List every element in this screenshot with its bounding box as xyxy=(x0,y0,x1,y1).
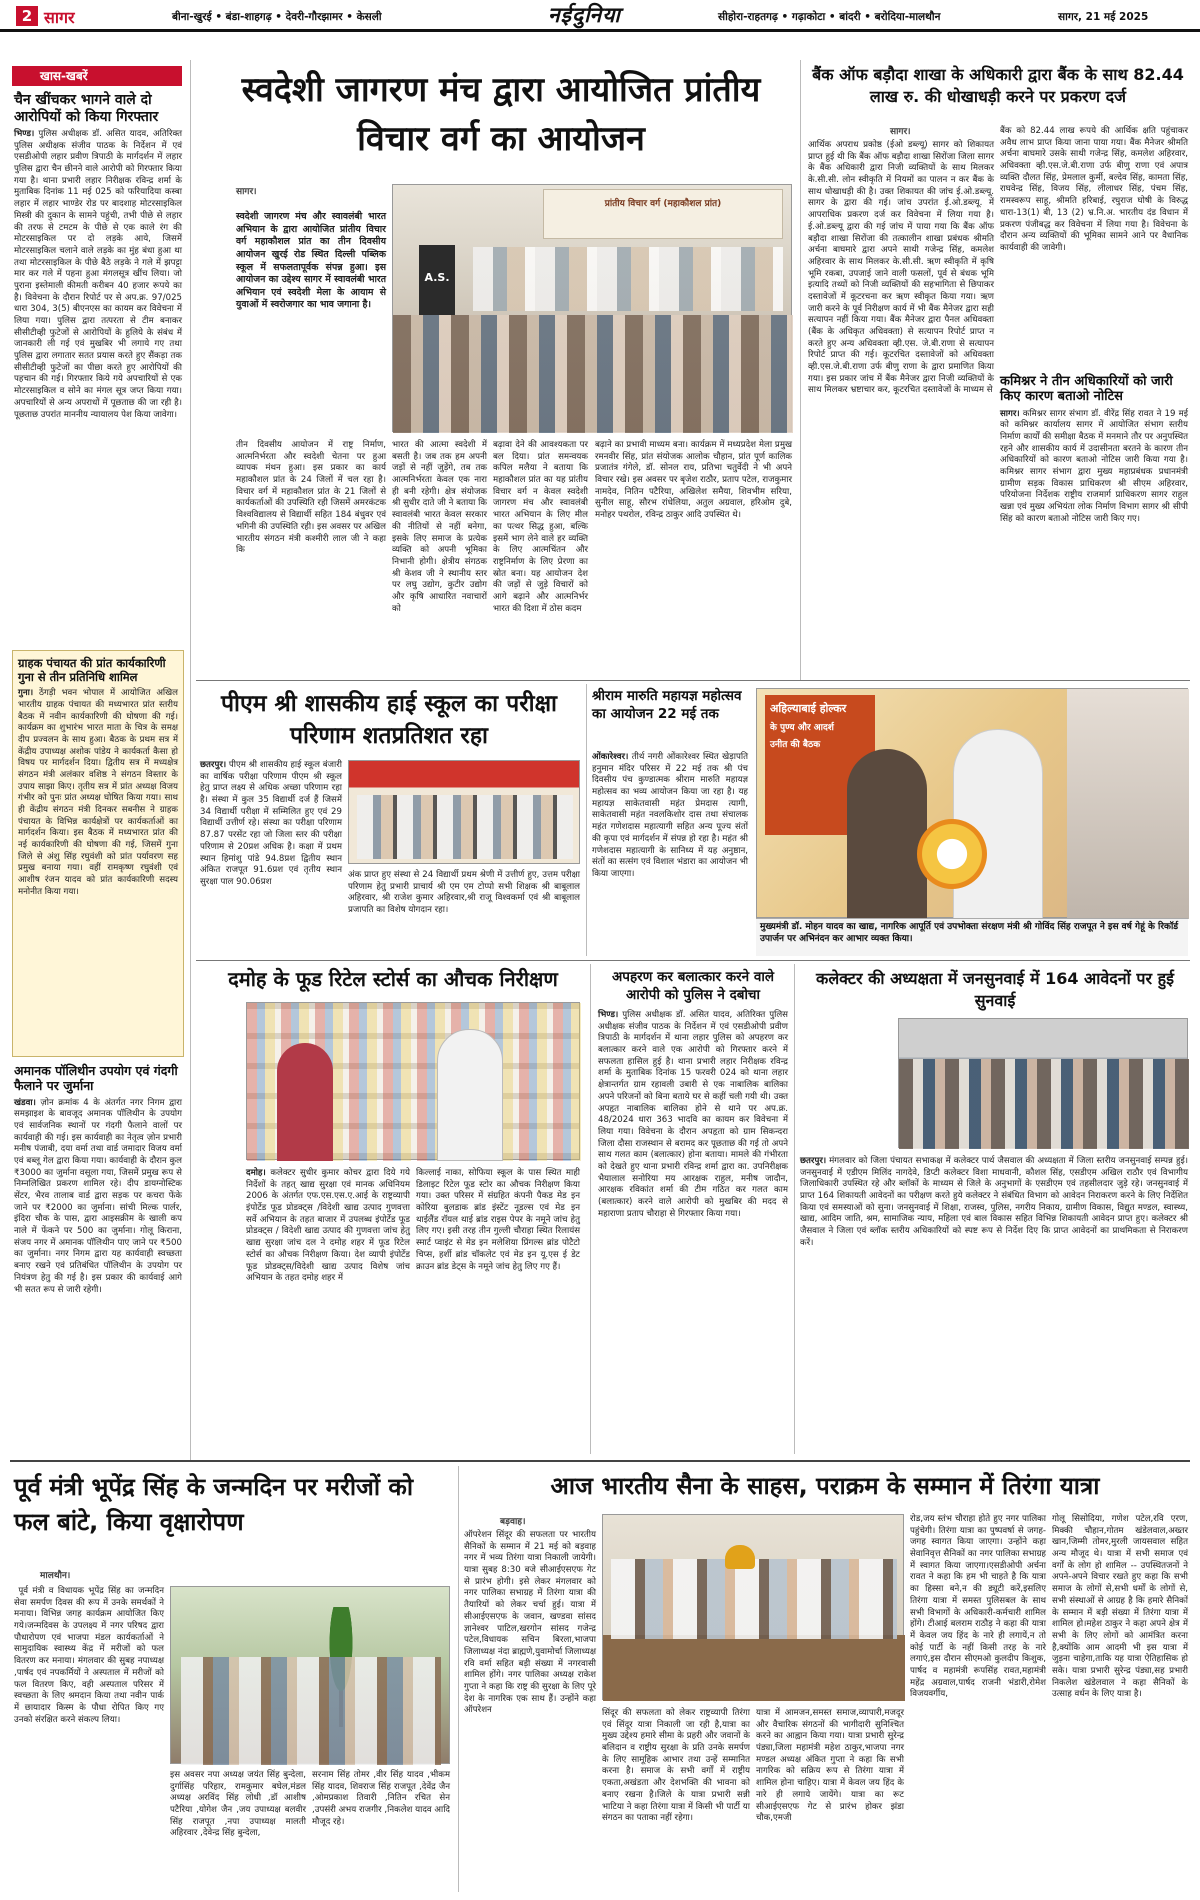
maruti-text: तीर्थ नगरी ओंकारेश्वर स्थित खेड़ापति हनुमान मंदिर परिसर में 22 मई तक श्री पंच दिवसीय पंच कुण्डात्मक श्रीराम मारुति महायज्ञ महोत्सव का भव्य आयोजन किया जा रहा है। यह महायज्ञ साकेतवासी महंत प्रेमदास त्यागी, साकेतवासी महंत नवलकिशोर दास तथा संचालक महंत गणेशदास महात्यागी सहित अन्य पूज्य संतों की कृपा एवं मार्गदर्शन में संपन्न हो रहा है। महंत श्री गणेशदास महात्यागी के सानिध्य में यह अनुष्ठान, संतों का सत्संग एवं विशाल भंडारा का आयोजन भी किया जाएगा। xyxy=(592,752,751,879)
hearing-dateline: छतरपुर। xyxy=(800,1156,827,1166)
issue-date: सागर, 21 मई 2025 xyxy=(1058,11,1149,23)
story-title: ग्राहक पंचायत की प्रांत कार्यकारिणी गुना से तीन प्रतिनिधि शामिल xyxy=(18,656,166,684)
lead-col-1: तीन दिवसीय आयोजन में राष्ट्र निर्माण, आत्मनिर्भरता और स्वदेशी चेतना पर हुआ व्यापक मंथन हुआ। इस प्रकार का कार्य महाकौशल प्रांत के 24 जिलों में चल रहा है। विचार वर्ग में महाकौशल प्रांत के 21 जिलों से कार्यकर्ताओं की उपस्थिति रही जिसमें अमरकंटक विश्वविद्यालय से विद्यार्थी सहित 184 बंधुवर एवं भगिनी की उपस्थिति रही। इस अवसर पर अखिल भारतीय संगठन मंत्री कश्मीरी लाल जी ने कहा कि xyxy=(236,440,389,556)
kidnap-headline: अपहरण कर बलात्कार करने वाले आरोपी को पुलिस ने दबोचा xyxy=(611,969,775,1004)
food-text: कलेक्टर सुधीर कुमार कोचर द्वारा दिये गये निर्देशों के तहत् खाद्य सुरक्षा एवं मानक अधिनियम 2006 के अंतर्गत एफ.एस.एस.ए.आई के राष्ट्रव्यापी इंपोर्टेड फूड प्रोडक्ट्स /विदेशी खाद्य उत्पाद गुणवत्ता सर्वे अभियान के तहत बाजार में उपलब्ध इंपोर्टेड फूड प्रोडक्ट्स / विदेशी खाद्य उत्पाद की गुणवत्ता जांच हेतु खाद्य सुरक्षा जांच दल ने दमोह शहर में फूड रिटेल स्टोर्स का औचक निरीक्षण किया। देश व्यापी इंपोर्टेड फूड प्रोडक्ट्स/विदेशी खाद्य उत्पाद विशेष जांच अभियान के तहत दमोह शहर में xyxy=(246,1168,413,1284)
story-body xyxy=(14,129,185,634)
towns-right: सीहोरा-राहतगढ़ • गढ़ाकोटा • बांदरी • बरोदिया-मालथौन xyxy=(718,11,941,23)
lead-col-3: बढ़ावा देने की आवश्यकता पर बल दिया। प्रांत समन्वयक कपिल मलैया ने बताया कि महाकौशल प्रांत का यह प्रांतीय विचार वर्ग न केवल स्वदेशी जागरण मंच और स्वावलंबी भारत अभियान के लिए मील का पत्थर सिद्ध हुआ, बल्कि इसमें भाग लेने वाले हर व्यक्ति के लिए आत्मचिंतन और राष्ट्रनिर्माण के लिए प्रेरणा का स्रोत बना। यह आयोजन देश की जड़ों से जुड़े विचारों को आगे बढ़ाने और आत्मनिर्भर भारत की दिशा में ठोस कदम xyxy=(493,440,591,614)
notice-dateline: सागर। xyxy=(1000,408,1020,419)
food-headline: दमोह के फूड रिटेल स्टोर्स का औचक निरीक्षण xyxy=(228,967,558,991)
crowd xyxy=(899,1059,1189,1149)
lead-dateline: सागर। xyxy=(236,187,257,197)
kidnap-body xyxy=(598,1010,791,1450)
tiranga-col-3: यात्रा में आमजन,समस्त समाज,व्यापारी,मजदूर और वैचारिक संगठनों की भागीदारी सुनिश्चित करने का आह्वान किया गया। यात्रा प्रभारी सुरेन्द्र पंड्या,जिला महामंत्री महेश ठाकुर,भाजपा नगर मण्डल अध्यक्ष अंकित गुप्ता ने कहा कि सभी नागरिक को सक्रिय रूप से तिरंगा यात्रा में शामिल होना चाहिए। यात्रा में केवल जय हिंद के नारे ही लगाये जायेंगे। यात्रा का रूट सीआईएसएफ गेट से प्रारंभ होकर झंडा चौक,एमजी xyxy=(756,1708,907,1824)
garland-gift xyxy=(917,819,987,889)
statue xyxy=(1067,689,1189,919)
story-title: चैन खींचकर भागने वाले दो आरोपियों को किया गिरफ्तार xyxy=(14,92,159,125)
story-body xyxy=(14,1097,185,1448)
stage-guests xyxy=(473,247,783,311)
bob-col-2: बैंक को 82.44 लाख रूपये की आर्थिक क्षति पहुंचाकर अवैध लाभ प्राप्त किया जाना पाया गया। बैंक मैनेजर श्रीमति अर्चना बाघमारे उसके साथी गजेन्द्र सिंह, कमलेश अहिरवार, अधिवक्ता व्ही.एस.जे.बी.राणा उर्फ बीणु राणा एवं अपात्र व्यक्ति दौलत सिंह, प्रेमलाल कुर्मी, बल्देव सिंह, कामता सिंह, राघवेन्द्र सिंह, विजय सिंह, लीलाधर सिंह, पंचम सिंह, रामस्वरूप साहू, श्रीमति हरिबाई, रघुराज घोषी के विरुद्ध धारा-13(1) बी, 13 (2) भ्र.नि.अ. भारतीय दंड विधान में प्रकरण पंजीबद्ध कर विवेचना में लिया गया है। विवेचना के दौरान अन्य व्यक्तियों की भूमिका सामने आने पर वैधानिक कार्यवाही की जावेगी। xyxy=(1000,126,1191,253)
lead-intro-text: स्वदेशी जागरण मंच और स्वावलंबी भारत अभियान के द्वारा आयोजित प्रांतीय विचार वर्ग महाकौशल प्रांत का तीन दिवसीय आयोजन खुरई रोड स्थित दिल्ली पब्लिक स्कूल में सफलतापूर्वक संपन्न हुआ। इस आयोजन का उद्देश्य सागर में स्वावलंबी भारत अभियान एवं स्वदेशी मेला के आयाम से युवाओं में स्वरोजगार का भाव जगाना है। xyxy=(236,211,390,311)
story-dateline: भिण्ड। xyxy=(14,129,35,140)
towns-left: बीना-खुरई • बंडा-शाहगढ़ • देवरी-गौरझामर • केसली xyxy=(172,11,382,23)
school-col-2: अंक प्राप्त हुए संस्था से 24 विद्यार्थी प्रथम श्रेणी में उत्तीर्ण हुए, उत्तम परीक्षा परिणाम हेतु प्रभारी प्राचार्य श्री एम एम टोप्पो सभी शिक्षक श्री बाबूलाल अहिरवार, श्री राजेश कुमार अहिरवार,श्री राजू विश्वकर्मा एवं श्री बाबूलाल प्रजापति का विशेष योगदान रहा। xyxy=(348,870,583,916)
bob-col-1: आर्थिक अपराध प्रकोष्ठ (ईओ डब्ल्यू) सागर को शिकायत प्राप्त हुई थी कि बैंक ऑफ बड़ौदा शाखा सिरोंजा जिला सागर के बैंक अधिकारी द्वारा निजी व्यक्तियों के साथ मिलकर के.सी.सी. लोन स्वीकृति में नियमों का पालन न कर बैंक के साथ धोखाधड़ी की है। उक्त शिकायत की जांच ई.ओ.डब्ल्यू. सागर के द्वारा की गई। जांच उपरांत ई.ओ.डब्ल्यू. में आपराधिक प्रकरण दर्ज कर विवेचना में लिया गया है। ई.ओ.डब्ल्यू द्वारा की गई जांच में पाया गया कि बैंक ऑफ बड़ौदा शाखा सिरोंजा की तत्कालीन शाखा प्रबंधक श्रीमति अर्चना बाघमारे द्वारा अपने साथी गजेन्द्र सिंह, कमलेश अहिरवार के साथ मिलकर के.सी.सी. ऋण स्वीकृति में कृषि भूमि रकबा, उपजाई जाने वाली फसलों, पूर्व से बंधक भूमि इत्यादि तथ्यों को निजी व्यक्तियों की सहभागिता से छिपाकर दस्तावेजों में कूटरचना कर ऋण स्वीकृत किया गया। ऋण जारी करने के पूर्व निरीक्षण कार्य में भी बैंक मैनेजर द्वारा सही सत्यापन नहीं किया गया। बैंक मैनेजर द्वारा पैनल अधिवक्ता (बैंक के अधिकृत अधिवक्ता) से सत्यापन रिपोर्ट प्राप्त न करते हुए अन्य अधिवक्ता व्ही.एस. जे.बी.राणा से सत्यापन रिपोर्ट प्राप्त की गई। कूटरचित दस्तावेजों को अधिवक्ता व्ही.एस.जे.बी.राणा उर्फ बीणु राणा के द्वारा प्रमाणित किया गया। इस प्रकार जांच में बैंक मैनेजर द्वारा निजी व्यक्तियों के साथ मिलकर भ्रष्टाचार कर, कूटरचित दस्तावेजों के माध्यम से xyxy=(808,140,997,396)
lead-headline: स्वदेशी जागरण मंच द्वारा आयोजित प्रांतीय विचार वर्ग का आयोजन xyxy=(241,70,761,160)
notice-headline: कमिश्नर ने तीन अधिकारियों को जारी किए कारण बताओ नोटिस xyxy=(1000,374,1173,405)
officer-woman xyxy=(277,1043,333,1161)
turban-guest xyxy=(725,1545,755,1569)
notice-text: कमिश्नर सागर संभाग डॉ. वीरेंद्र सिंह रावत ने 19 मई को कमिश्नर कार्यालय सागर में आयोजित संभाग स्तरीय निर्माण कार्यों की समीक्षा बैठक में मनमाने तौर पर अनुपस्थित रहने और शासकीय कार्य में उदासीनता बरतने के कारण तीन अधिकारियों को कारण बताओ नोटिस जारी किया गया है। कमिश्नर सागर संभाग द्वारा मुख्य महाप्रबंधक प्रधानमंत्री ग्रामीण सड़क विकास प्राधिकरण श्री सीएम अहिरवार, परियोजना निर्देशक राष्ट्रीय राजमार्ग प्राधिकरण सागर राहुल खन्ना एवं मुख्य अभियंता लोक निर्माण विभाग सागर श्री सीपी सिंह को कारण बताओ नोटिस जारी किए गए। xyxy=(1000,408,1191,524)
hearing-text: मंगलवार को जिला पंचायत सभाकक्ष में कलेक्टर पार्थ जैसवाल की अध्यक्षता में जिला स्तरीय जनसुनवाई सम्पन्न हुई। जनसुनवाई में एडीएम मिलिंद नागदेवे, डिप्टी कलेक्टर विशा माधवानी, कौशल सिंह, एसडीएम अखिल राठौर एवं विभागीय जिलाधिकारी उपस्थित रहे और ब्लॉकों के माध्यम से जिले के अनुभागों के एसडीएम एवं तहसीलदार जुड़े रहे। जनसुनवाई में प्राप्त 164 शिकायती आवेदनों का परीक्षण करते हुये कलेक्टर ने संबंधित विभाग को आवेदन निराकरण करने के लिए निर्देशित किया एवं समस्याओं को सुना। जनसुनवाई में शिक्षा, राजस्व, पुलिस, नगरीय निकाय, ग्रामीण विकास, विद्युत मण्डल, स्वास्थ्य, खाद्य, आदिम जाति, श्रम, सामाजिक न्याय, महिला एवं बाल विकास सहित विभिन्न शिकायती आवेदन प्राप्त हुए। कलेक्टर श्री जैसवाल ने जिला एवं ब्लॉक स्तरीय अधिकारियों को स्पष्ट रूप से निर्देश दिए कि प्राप्त आवेदनों का प्राथमिकता से निराकरण करें। xyxy=(800,1156,1191,1248)
people-group xyxy=(181,1657,441,1765)
minister-col-1: पूर्व मंत्री व विधायक भूपेंद्र सिंह का जन्मदिन सेवा समर्पण दिवस की रूप में उनके समर्थकों ने मनाया। विभिन्न जगह कार्यक्रम आयोजित किए गये।जन्मदिवस के उपलक्ष्य में नगर परिषद द्वारा पौधारोपण एवं भाजपा मंडल कार्यकर्ताओं ने सामुदायिक स्वास्थ्य केंद्र में मरीजों को फल वितरण कर मनाया। मंगलवार की सुबह नपाध्यक्ष ,पार्षद एवं नपकर्मियों ने अस्पताल में मरीजों को फल वितरण किए, वही अस्पताल परिसर में स्वच्छता के लिए श्रमदान किया तथा नवीन पार्क में छायादार किस्म के पौधा रोपित किए गए उनको संरक्षित करने संकल्प लिया। xyxy=(14,1586,167,1725)
tiranga-headline: आज भारतीय सैना के साहस, पराक्रम के सम्मान में तिरंगा यात्रा xyxy=(550,1472,1100,1500)
officials xyxy=(611,1559,897,1639)
story-title: अमानक पॉलिथीन उपयोग एवं गंदगी फैलाने पर जुर्माना xyxy=(14,1063,178,1093)
story-dateline: गुना। xyxy=(18,688,34,699)
tiranga-col-1: ऑपरेशन सिंदूर की सफलता पर भारतीय सैनिकों के सम्मान में 21 मई को बड़वाह नगर में भव्य तिरंगा यात्रा निकाली जायेगी। यात्रा सुबह 8:30 बजे सीआईएसएफ गेट से प्रारंभ होगी। इसे लेकर मंगलवार को नगर पालिका सभाग्रह में तिरंगा यात्रा की तैयारियों को लेकर चर्चा हुई। यात्रा में सीआईएसएफ के जवान, खण्डवा सांसद ज्ञानेश्वर पाटिल,खरगोन सांसद गजेन्द्र पटेल,विधायक सचिन बिरला,भाजपा जिलाध्यक्ष नंदा ब्राह्मणे,युवामोर्चा जिलाध्यक्ष रवि वर्मा सहित बड़ी संख्या में नगरवासी शामिल होंगे। नगर पालिका अध्यक्ष राकेश गुप्ता ने कहा कि राष्ट्र की सुरक्षा के लिए पूरे देश के नागरिक एक साथ हैं। उन्होंने कहा ऑपरेशन xyxy=(464,1530,599,1716)
food-dateline: दमोह। xyxy=(246,1168,266,1178)
cm-photo xyxy=(756,688,1188,918)
section-name: सागर xyxy=(44,8,75,27)
food-col-2: किल्लाई नाका, सोफिया स्कूल के पास स्थित माही डिलाइट रिटेल फूड स्टोर का औचक निरीक्षण किया गया। उक्त परिसर में संग्रहित कंपनी पैकड मेड इन कोरिया बुलडाक ब्रांड इंस्टेंट नूडल्स एवं मेड इन थाईलैंड रॉयल थाई ब्रांड राइस पेपर के नमूने जांच हेतु लिए गए। इसी तरह तीन गुल्ली चौराहा स्थित रिलायंस स्मार्ट प्वाइंट से मेड इन मलेशिया प्रिंगल्स ब्रांड पोटैटो चिप्स, हर्शी ब्रांड चॉकलेट एवं मेड इन यू.एस ई डेट क्राउन ब्रांड डेट्स के नमूने जांच हेतु लिए गए हैं। xyxy=(416,1168,583,1272)
story-text: ठेंगड़ी भवन भोपाल में आयोजित अखिल भारतीय ग्राहक पंचायत की मध्यभारत प्रांत स्तरीय बैठक में नवीन कार्यकारिणी की घोषणा की गई। कार्यक्रम का शुभारंभ भारत माता के चित्र के समक्ष दीप प्रज्वलन के साथ हुआ। बैठक के प्रथम सत्र में केंद्रीय उपाध्यक्ष अशोक पांडेय ने कार्यकर्ता कैसा हो विषय पर मार्गदर्शन दिया। द्वितीय सत्र में मध्यक्षेत्र संगठन मंत्री अलंकार वशिष्ठ ने संगठन विस्तार के उपाय साझा किए। तृतीय सत्र में प्रांत अध्यक्ष विजय गंभीर को पुनः प्रांत अध्यक्ष घोषित किया गया। साथ ही केंद्रीय संगठन मंत्री दिनकर सबनीस ने ग्राहक पंचायत के विभिन्न कार्यक्षेत्रों पर कार्यकर्ताओं का मार्गदर्शन किया। इस बैठक में मध्यभारत प्रांत की नई कार्यकारिणी की घोषणा की गई, जिसमें गुना जिले से अंशु सिंह रघुवंशी को प्रांत पर्यावरण सह प्रमुख बनाया गया। वहीं रामकृष्ण रघुवंशी एवं आशीष रंजन यादव को प्रांत कार्यकारिणी सदस्य मनोनीत किया गया। xyxy=(18,688,181,897)
sidebar-story-chain xyxy=(14,92,185,647)
tiranga-col-5: गोलू सिसोदिया, गणेश पटेल,रवि एरण, मिक्की चौहान,गोतम खंडेलवाल,अख्तर खान,जिम्मी तोमर,मुरली जायसवाल सहित अन्य मौजूद थे। यात्रा में सभी समाज एवं वर्गों के लोग हो शामिल -- उपस्थितजनों ने अपने-अपने विचार रखते हुए कहा कि सभी समाज के लोगों से,सभी धर्मों के लोगों से, सभी संस्थाओं से आग्रह है कि हमारे सैनिकों के सम्मान में बड़ी संख्या में तिरंगा यात्रा में शामिल हो।महेश ठाकुर ने कहा अपने क्षेत्र में सभी के लिए लोगों को आमंत्रित करना है,क्योंकि आम आदमी भी इस यात्रा में जुड़ना चाहेगा,ताकि यह यात्रा ऐतिहासिक हो सके। यात्रा प्रभारी सुरेन्द्र पंड्या,सह प्रभारी निकलेश खंडेलवाल ने कहा सैनिकों के उत्साह वर्धन के लिए यात्रा है। xyxy=(1052,1514,1191,1700)
lead-col-4: बढ़ाने का प्रभावी माध्यम बना। कार्यक्रम में मध्यप्रदेश मेला प्रमुख रमनवीर सिंह, प्रांत संयोजक आलोक चौहान, प्रांत पूर्ण कालिक प्रजातंत्र गंगेले, डॉ. सोनल राय, प्रतिभा चतुर्वेदी ने भी अपने विचार रखे। इस अवसर पर बृजेश राठौर, प्रताप पटेल, राजकुमार नामदेव, नितिन पटैरिया, अखिलेश समैया, शिवभीम सरिया, सुनील साहू, सौरभ रांधेलिया, अतुल अग्रवाल, हरिओम दुबे, मनोहर पथरोल, रविन्द्र ठाकुर आदि उपस्थित थे। xyxy=(595,440,795,521)
stage-banner: प्रांतीय विचार वर्ग (महाकौशल प्रांत) xyxy=(543,189,783,239)
minister-photo xyxy=(170,1586,450,1764)
minister-col-2: इस अवसर नपा अध्यक्ष जयंत सिंह बुन्देला, दुर्गासिंह परिहार, रामकुमार बघेल,मंडल अध्यक्ष अरविंद सिंह लोधी ,डॉ आशीष पटैरिया ,योगेश जैन ,जय उपाध्यक्ष बलवीर सिंह राजपूत ,नपा उपाध्यक्ष मालती अहिरवार ,देवेन्द्र सिंह बुन्देला, xyxy=(170,1770,309,1839)
masthead xyxy=(0,0,1200,32)
food-col-1 xyxy=(246,1168,413,1448)
maruti-dateline: ओंकारेश्वर। xyxy=(592,752,629,762)
maruti-body xyxy=(592,752,751,952)
tiranga-col-2: सिंदूर की सफलता को लेकर राष्ट्रव्यापी तिरंगा एवं सिंदूर यात्रा निकाली जा रही है,यात्रा का मुख्य उद्देश्य हमारे सीमा के प्रहरी और जवानों के बलिदान व राष्ट्रीय सुरक्षा के प्रति उनके समर्पण के लिए सामूहिक आभार तथा उन्हें सम्मानित करना है। समाज के सभी वर्गों में राष्ट्रीय एकता,अखंडता और देशभक्ति की भावना को बनाए रखना है।जिले के यात्रा प्रभारी सन्नी भाटिया ने कहा तिरंगा यात्रा में किसी भी पार्टी या संगठन का पताका नहीं रहेगा। xyxy=(602,1708,753,1824)
sidebar-story-polythene xyxy=(14,1063,185,1461)
person-cm xyxy=(847,749,927,919)
hearing-photo xyxy=(898,1018,1188,1148)
bob-headline: बैंक ऑफ बड़ौदा शाखा के अधिकारी द्वारा बैंक के साथ 82.44 लाख रु. की धोखाधड़ी करने पर प्रकरण दर्ज xyxy=(812,65,1184,107)
story-dateline: खंडवा। xyxy=(14,1097,36,1108)
tiranga-dateline: बड़वाह। xyxy=(500,1517,526,1527)
sidebar-label: खास-खबरें xyxy=(12,66,182,86)
tiranga-photo xyxy=(602,1514,904,1700)
cm-photo-caption: मुख्यमंत्री डॉ. मोहन यादव का खाद्य, नागरिक आपूर्ति एवं उपभोक्ता संरक्षण मंत्री श्री गोविंद सिंह राजपूत ने इस वर्ष गेहूं के रिकॉर्ड उपार्जन पर अभिनंदन कर आभार व्यक्त किया। xyxy=(756,918,1188,956)
lead-col-2: भारत की आत्मा स्वदेशी में बसती है। जब तक हम अपनी जड़ों से नहीं जुड़ेंगे, तब तक आत्मनिर्भरता केवल एक नारा ही बनी रहेगी। क्षेत्र संयोजक श्री सुधीर दाते जी ने बताया कि स्वावलंबी भारत केवल सरकार की नीतियों से नहीं बनेगा, इसके लिए समाज के प्रत्येक व्यक्ति को अपनी भूमिका निभानी होगी। क्षेत्रीय संगठक श्री केशव जी ने स्थानीय स्तर पर लघु उद्योग, कुटीर उद्योग और कृषि आधारित नवाचारों को xyxy=(392,440,490,614)
sidebar-story-consumer xyxy=(12,650,184,1057)
lead-intro xyxy=(236,184,390,434)
minister-headline: पूर्व मंत्री भूपेंद्र सिंह के जन्मदिन पर मरीजों को फल बांटे, किया वृक्षारोपण xyxy=(14,1473,414,1536)
school-headline: पीएम श्री शासकीय हाई स्कूल का परीक्षा परिणाम शतप्रतिशत रहा xyxy=(220,691,558,750)
story-text: ज़ोन क्रमांक 4 के अंतर्गत नगर निगम द्वारा समझाइश के बावजूद अमानक पॉलिथीन के उपयोग एवं सार्वजनिक स्थानों पर गंदगी फैलाने वालों पर कार्यवाही की गई। इस कार्यवाही का नेतृत्व ज़ोन प्रभारी मनीष पंजाबी, दया वर्मा तथा वार्ड जमादार विजय वर्मा एवं बब्लू गेल द्वारा किया गया। कार्यवाही के दौरान कुल ₹3000 का जुर्माना वसूला गया, जिसमें प्रमुख रूप से निम्नलिखित प्रकरण शामिल रहे। दीप डायग्नोस्टिक सेंटर, भैरव तालाब वार्ड द्वारा सड़क पर कचरा फेंके जाने पर ₹2000 का जुर्माना। सांची मिल्क पार्लर, इंदिरा चौक के पास, द्वारा आइसक्रीम के खाली कप नाले में फेंकने पर 500 का जुर्माना। गोलू किराना, संजय नगर में अमानक पॉलिथीन पाए जाने पर ₹500 का जुर्माना। नगर निगम द्वारा यह कार्यवाही स्वच्छता बनाए रखने एवं प्रतिबंधित पॉलिथीन के उपयोग पर नियंत्रण हेतु की गई है। इस प्रकार की कार्यवाई आगे भी सतत रूप से जारी रहेगी। xyxy=(14,1097,185,1295)
kidnap-dateline: भिण्ड। xyxy=(598,1010,619,1020)
minister-col-3: सरनाम सिंह तोमर ,वीर सिंह यादव ,भीकम सिंह यादव, शिवराज सिंह राजपूत ,देवेंद्र जैन ,ओमप्रकाश तिवारी ,नितिन रचित सेन ,उपसंरी अभय राजगीर ,निकलेश यादव आदि मौजूद रहे। xyxy=(312,1770,453,1827)
minister-dateline: मालथौन। xyxy=(40,1571,71,1581)
students-group xyxy=(357,795,573,859)
banner-line-1: अहिल्याबाई होल्कर xyxy=(770,702,847,715)
meeting-table xyxy=(603,1635,905,1701)
maruti-headline: श्रीराम मारुति महायज्ञ महोत्सव का आयोजन 22 मई तक xyxy=(592,688,742,722)
newspaper-logo: नईदुनिया xyxy=(548,3,621,27)
tiranga-col-4: रोड,जय स्तंभ चौराहा होते हुए नगर पालिका पहुंचेगी। तिरंगा यात्रा का पुष्पवर्षा से जगह-जगह स्वागत किया जाएगा। उन्होंने कहा सेवानिवृत्त सैनिकों का नगर पालिका सभाग्रह में स्वागत किया जाएगा।एसडीओपी अर्चना रावत ने कहा कि हम भी चाहते है कि यात्रा का हिस्सा बने,न की ड्यूटी करें,इसलिए तिरंगा यात्रा में समस्त पुलिसबल के साथ सभी विभागों के अधिकारी-कर्मचारी शामिल होंगे। टीआई बलराम राठौड़ ने कहा की यात्रा में केवल जय हिंद के नारे ही लगायें,न तो कोई पार्टी के नहीं किसी तरह के नारे लगाएं,इस दौरान सीएमओ कुलदीप किशुक, पार्षद व महामंत्री रूपसिंह रावत,महामंत्री महेंद्र अग्रवाल,पार्षद राजनी भंडारी,रोमेश विजयवर्गीय, xyxy=(910,1514,1049,1700)
podium: A.S. xyxy=(419,245,455,315)
hearing-body xyxy=(800,1156,1191,1450)
audience xyxy=(393,315,793,433)
notice-body xyxy=(1000,408,1191,665)
school-photo xyxy=(348,760,580,864)
banner-line-3: उनीत की बैठक xyxy=(770,740,821,750)
school-col-1 xyxy=(200,760,345,950)
page-number-badge: 2 xyxy=(16,6,38,26)
hearing-headline: कलेक्टर की अध्यक्षता में जनसुनवाई में 164 आवेदनों पर हुई सुनवाई xyxy=(816,969,1174,1011)
food-photo xyxy=(246,1002,580,1160)
school-dateline: छतरपुर। xyxy=(200,760,227,770)
lead-photo xyxy=(392,184,792,432)
banner-line-2: के पुण्य और आदर्श xyxy=(770,723,834,733)
notice-story xyxy=(1000,374,1191,674)
bob-dateline: सागर। xyxy=(890,127,911,137)
kidnap-text: पुलिस अधीक्षक डॉ. असित यादव, अतिरिक्त पुलिस अधीक्षक संजीव पाठक के निर्देशन में एवं एसडीओपी प्रवीण त्रिपाठी के मार्गदर्शन में थाना लहार पुलिस को अपहरण कर बलात्कार करने वाले एक आरोपी को गिरफ्तार करने में सफलता हासिल हुई है। थाना प्रभारी लहार निरीक्षक रविन्द्र शर्मा के मुताबिक दिनांक 15 फरवरी 024 को थाना लहार क्षेत्रान्तर्गत ग्राम रहावली उबारी से एक नाबालिक बालिका अपने परिजनों को बिना बताये घर से कहीं चली गयी थी। उक्त अपहृत नाबालिक बालिका होने से थाने पर अप.क्र. 48/2024 धारा 363 भादवि का कायम कर विवेचना में लिया गया। विवेचना के दौरान अपहृता को ग्राम सिकन्दरा जिला दौसा राजस्थान से बरामद कर पूछताछ की गई तो अपने साथ गलत काम (बलात्कार) होना बताया। मामले की गंभीरता को देखते हुए थाना प्रभारी रविन्द्र शर्मा द्वारा का. उपनिरीक्षक भैयालाल सनोरिया मय आरक्षक राहुल, मनीष जादौन, आरक्षक रविकांत शर्मा की टीम गठित कर गलत काम (बलात्कार) करने वाले आरोपी को मुखबिर की मदद से महाराणा प्रताप चौराहा से गिरफ्तार किया गया। xyxy=(598,1010,791,1219)
school-text: पीएम श्री शासकीय हाई स्कूल बंजारी का वार्षिक परीक्षा परिणाम पीएम श्री स्कूल हेतु प्राप्त लक्ष्य से अधिक अच्छा परिणाम रहा है। संस्था में कुल 35 विद्यार्थी दर्ज हैं जिसमें 34 विद्यार्थी परीक्षा में सम्मिलित हुए एवं 29 विद्यार्थी उत्तीर्ण रहे। संस्था का परीक्षा परिणाम 87.87 परसेंट रहा जो जिला स्तर की परीक्षा परिणाम से 20प्रश अधिक है। कक्षा में प्रथम स्थान हिमांशु पांडे 94.8प्रश द्वितीय स्थान अंकित राजपूत 91.6प्रश एवं तृतीय स्थान सुरक्षा पाल 90.06प्रश xyxy=(200,760,345,887)
story-body xyxy=(18,688,181,1038)
story-text: पुलिस अधीक्षक डॉ. असित यादव, अतिरिक्त पुलिस अधीक्षक संजीव पाठक के निर्देशन में एवं एसडीओपी लहार प्रवीण त्रिपाठी के मार्गदर्शन में लहार पुलिस द्वारा चैन छीनने वाले आरोपी को गिरफ्तार किया गया है। थाना प्रभारी लहार निरीक्षक रविन्द्र शर्मा के मुताबिक दिनांक 11 मई 025 को फरियादिया कस्बा लहार में लहार भाण्डेर रोड पर बादशाह मोटरसाइकिल मिस्त्री की दुकान के सामने पहुंची, तभी पीछे से लहार की तरफ से टमटम के पीछे से एक काले रंग की मोटरसाइकिल पर दो लड़के आये, जिसमें मोटरसाइकिल चलाने वाले लड़के का मुंह बंधा हुआ था तथा मोटरसाइकिल के पीछे बैठे लड़के ने गले में झपट्टा मार कर गले में पहना हुआ मंगलसूत्र खींच लिया। जो पुराना इस्तेमाली कीमती करीबन 40 हजार रूपये का है। विवेचना के दौरान रिपोर्ट पर से अप.क्र. 97/025 धारा 304, 3(5) बीएनएस का कायम कर विवेचना में लिया गया। पुलिस द्वारा तत्परता से टीम बनाकर सीसीटीव्ही फुटेजों से आरोपियों के हुलिये के संबंध में जानकारी ली गई एवं मुखबिर भी लगाये गए तथा पुलिस द्वारा लगातार सतत प्रयास करते हुए सैंकड़ा तक सीसीटीव्ही फुटेजों का पीछा करते हुए आरोपियों की पहचान की गई। गिरफ्तार किये गये अपचारियों से एक मोटरसाइकिल व सोने का मंगल सूत्र जप्त किया गया। अपचारियों से अन्य अपराधों में पूछताछ की जा रही है। पूछताछ उपरांत माननीय न्यायालय पेश किया जावेगा। xyxy=(14,129,185,420)
officer-man xyxy=(437,1029,503,1161)
